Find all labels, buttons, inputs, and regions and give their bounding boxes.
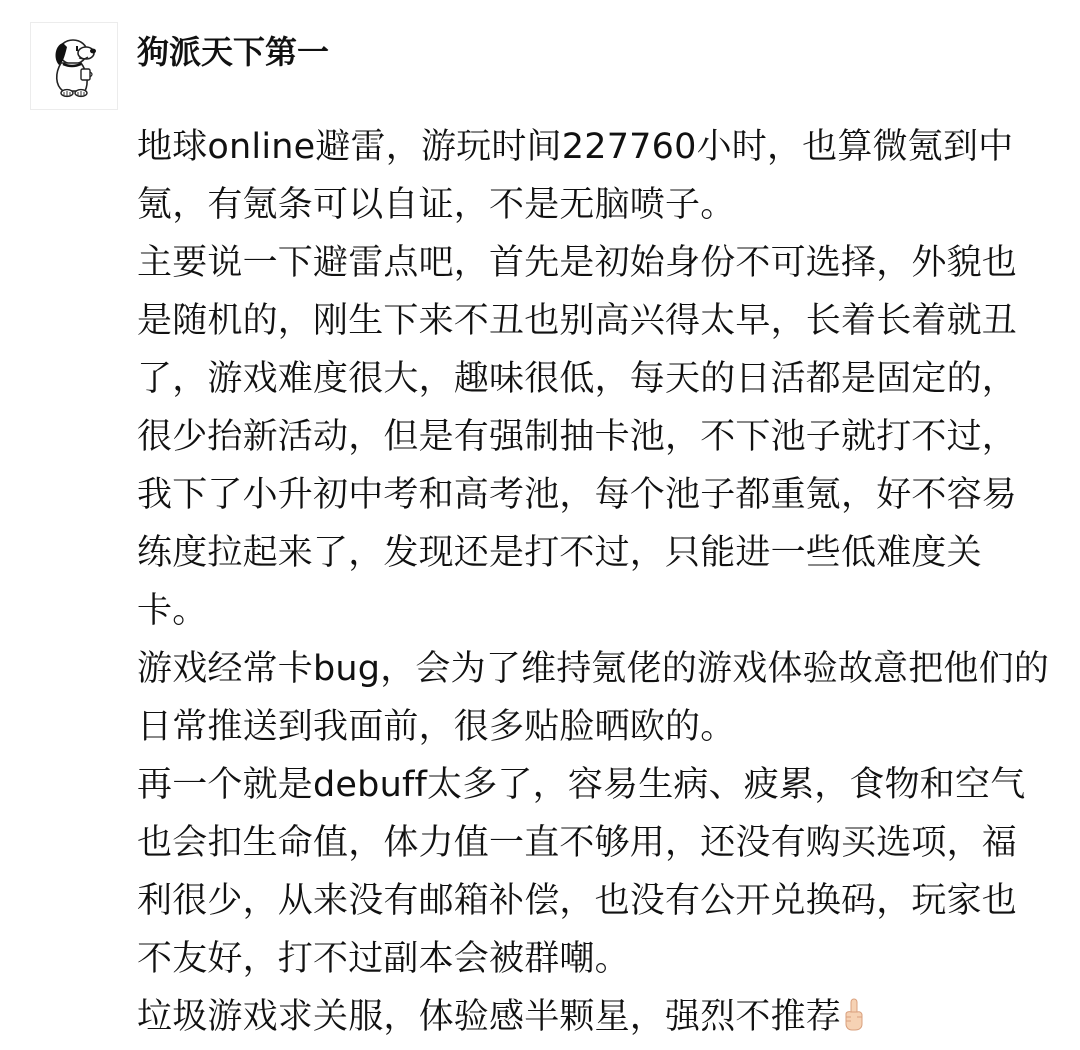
post-text-line: 很少抬新活动，但是有强制抽卡池，不下池子就打不过， xyxy=(137,417,1018,457)
middle-finger-emoji-icon xyxy=(843,992,865,1050)
post-text-line: 我下了小升初中考和高考池，每个池子都重氪，好不容易 xyxy=(137,475,1018,515)
author-name[interactable]: 狗派天下第一 xyxy=(137,33,330,71)
post-last-line xyxy=(137,988,1062,1046)
post-text-line: 垃圾游戏求关服，体验感半颗星，强烈不推荐 xyxy=(137,997,842,1037)
post-content xyxy=(137,118,1062,1046)
post-text-line: 日常推送到我面前，很多贴脸晒欧的。 xyxy=(137,707,736,747)
post-text-line: 利很少，从来没有邮箱补偿，也没有公开兑换码，玩家也 xyxy=(137,881,1018,921)
post-text-line: 是随机的，刚生下来不丑也别高兴得太早，长着长着就丑 xyxy=(137,301,1018,341)
post-text-line: 了，游戏难度很大，趣味很低，每天的日活都是固定的， xyxy=(137,359,1018,399)
post-text-line: 地球online避雷，游玩时间227760小时，也算微氪到中 xyxy=(137,127,1014,167)
post-text-line: 主要说一下避雷点吧，首先是初始身份不可选择，外貌也 xyxy=(137,243,1018,283)
snoopy-avatar-icon xyxy=(43,33,105,99)
post-text-line: 卡。 xyxy=(137,591,208,631)
post-text-line: 练度拉起来了，发现还是打不过，只能进一些低难度关 xyxy=(137,533,982,573)
post-text-line: 游戏经常卡bug，会为了维持氪佬的游戏体验故意把他们的 xyxy=(137,649,1050,689)
post-text-line: 不友好，打不过副本会被群嘲。 xyxy=(137,939,630,979)
post-text-line: 氪，有氪条可以自证，不是无脑喷子。 xyxy=(137,185,736,225)
post-text-line: 也会扣生命值，体力值一直不够用，还没有购买选项，福 xyxy=(137,823,1018,863)
author-avatar[interactable] xyxy=(30,22,118,110)
post-text-line: 再一个就是debuff太多了，容易生病、疲累，食物和空气 xyxy=(137,765,1026,805)
